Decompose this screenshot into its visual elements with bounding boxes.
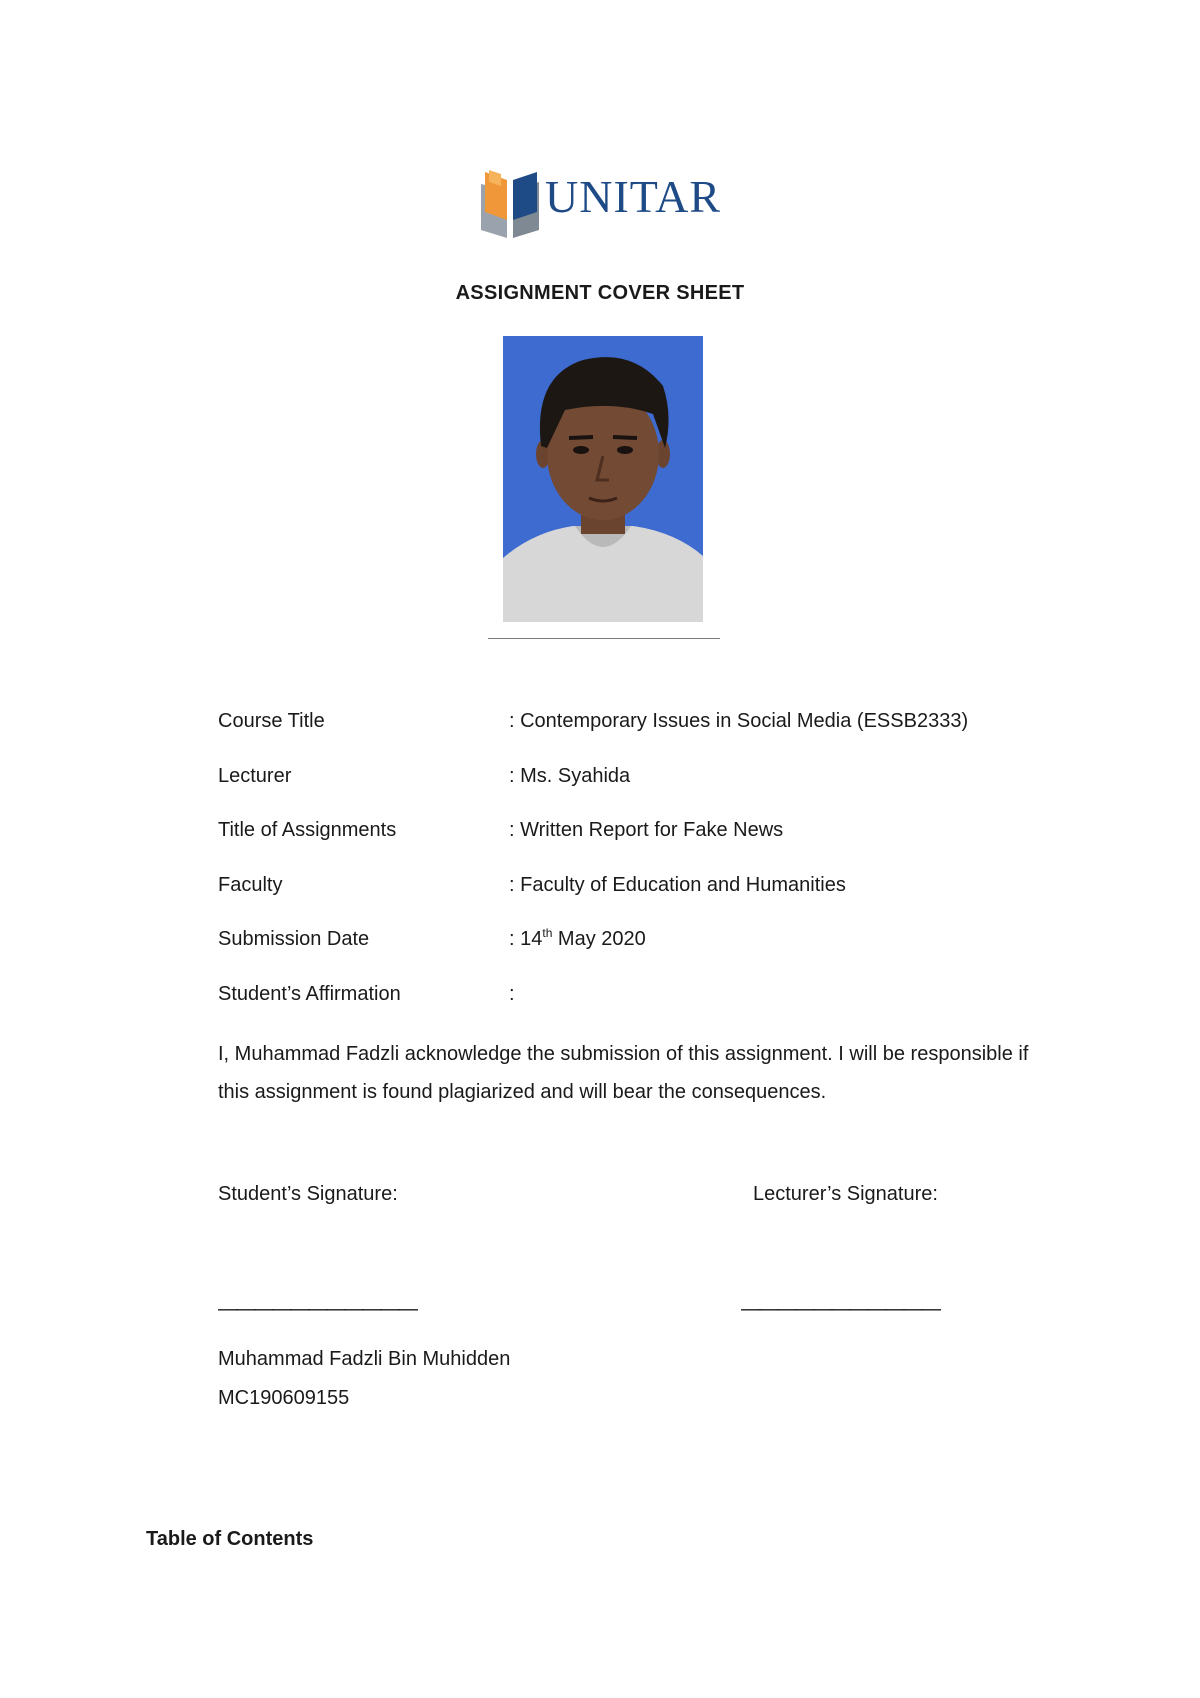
lecturer-label: Lecturer xyxy=(218,765,292,787)
logo-wordmark: UNITAR xyxy=(545,171,722,222)
student-id: MC190609155 xyxy=(218,1387,350,1409)
affirmation-label: Student’s Affirmation xyxy=(218,983,401,1005)
faculty-label: Faculty xyxy=(218,874,283,896)
assignment-title-value: : Written Report for Fake News xyxy=(509,819,784,841)
course-title-label: Course Title xyxy=(218,710,325,732)
affirmation-text: I, Muhammad Fadzli acknowledge the submission of this assignment. I will be responsible if this assignment is found plagiarized and will bear the consequences. xyxy=(218,1043,1029,1103)
open-book-icon xyxy=(477,168,543,240)
lecturer-signature-label: Lecturer’s Signature: xyxy=(753,1183,938,1205)
course-title-value: : Contemporary Issues in Social Media (ESSB2333) xyxy=(509,710,969,732)
assignment-title-label: Title of Assignments xyxy=(218,819,397,841)
student-name: Muhammad Fadzli Bin Muhidden xyxy=(218,1348,511,1370)
submission-day-suffix: th xyxy=(542,926,553,940)
submission-day: : 14 xyxy=(509,928,543,950)
affirmation-colon: : xyxy=(509,983,515,1005)
submission-date-value xyxy=(509,927,646,951)
photo-underline xyxy=(488,638,720,639)
page-title: ASSIGNMENT COVER SHEET xyxy=(455,282,745,304)
student-signature-label: Student’s Signature: xyxy=(218,1183,398,1205)
student-signature-line: ——————————— xyxy=(218,1298,416,1320)
unitar-logo xyxy=(477,168,737,240)
lecturer-signature-line: ——————————— xyxy=(741,1298,939,1320)
faculty-value: : Faculty of Education and Humanities xyxy=(509,874,846,896)
lecturer-value: : Ms. Syahida xyxy=(509,765,631,787)
submission-date-label: Submission Date xyxy=(218,928,370,950)
submission-month-year: May 2020 xyxy=(552,928,646,950)
table-of-contents-heading: Table of Contents xyxy=(146,1528,314,1550)
student-photo xyxy=(503,336,703,622)
